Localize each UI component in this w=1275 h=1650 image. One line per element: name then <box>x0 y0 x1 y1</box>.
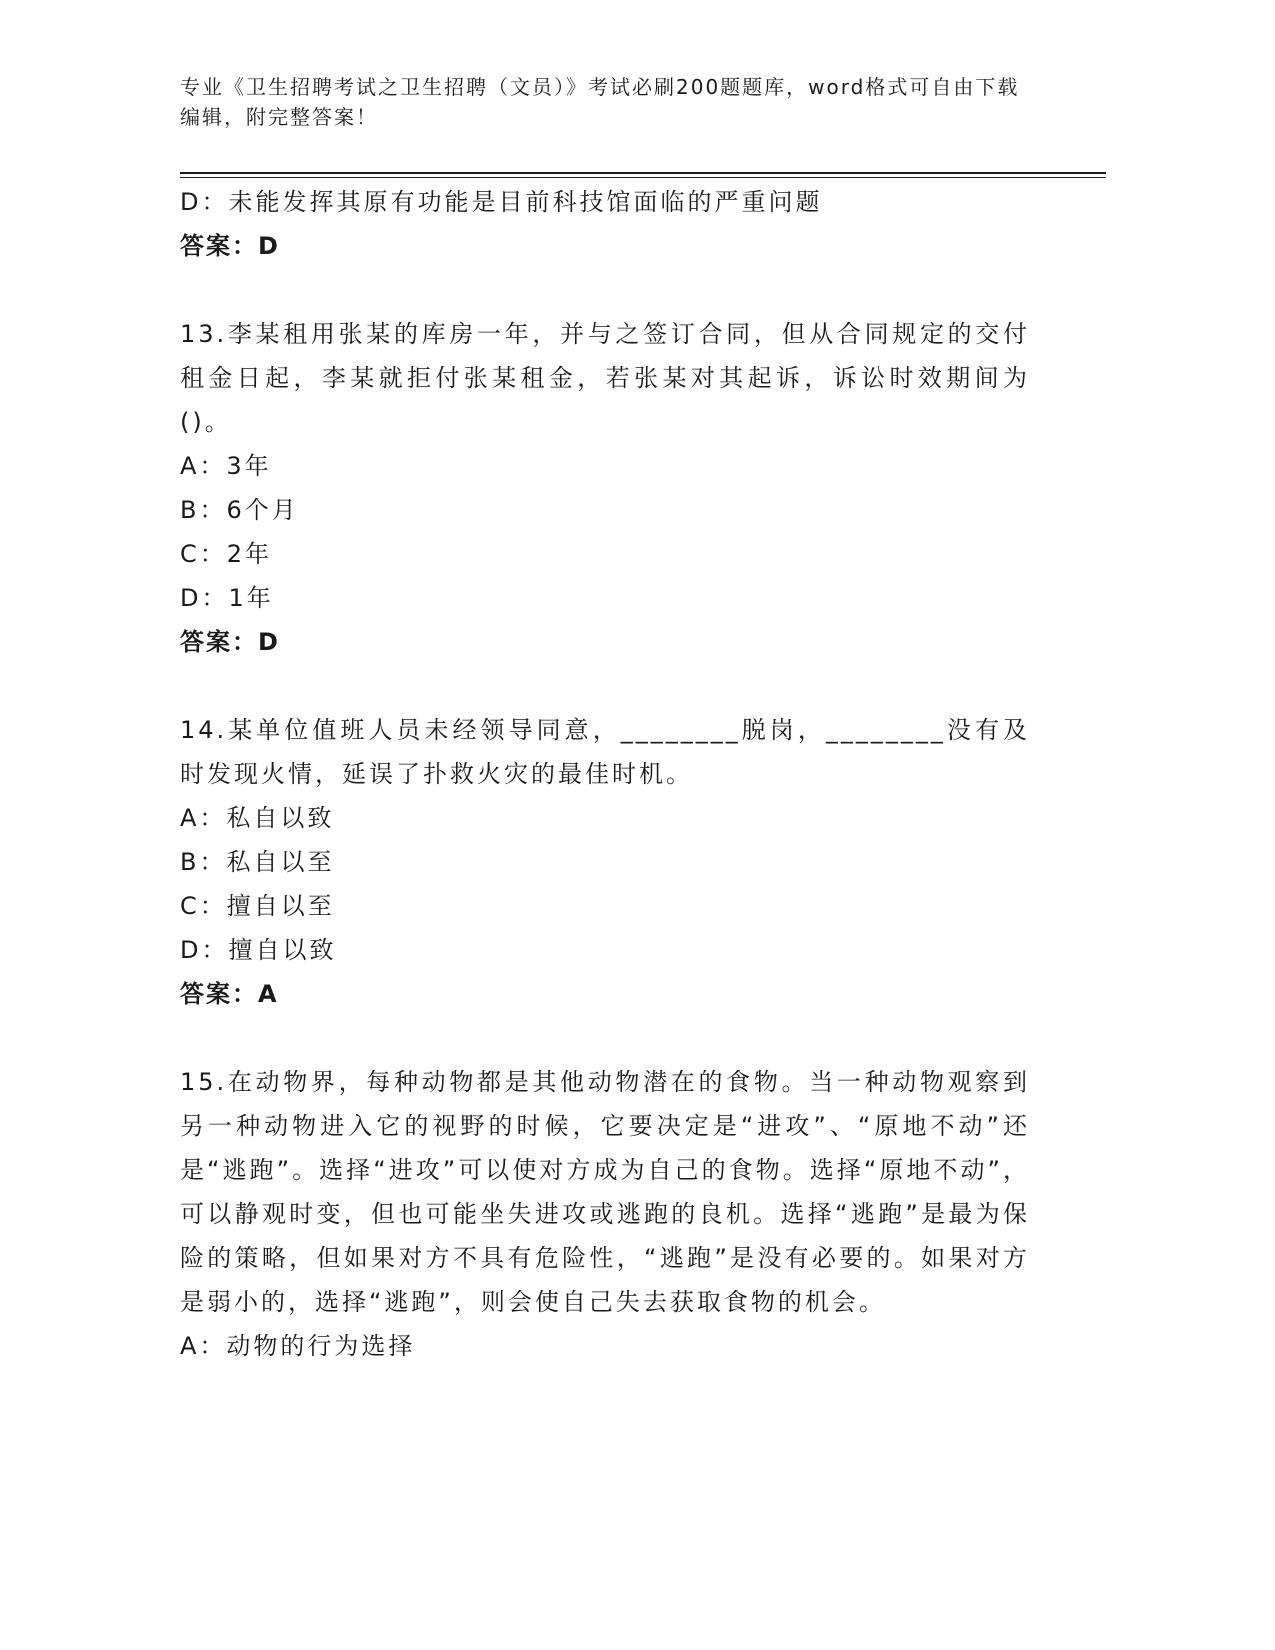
option-d: D：擅自以致 <box>180 936 337 964</box>
option-c: C：2年 <box>180 540 273 568</box>
option-b: B：私自以至 <box>180 848 335 876</box>
answer-line: 答案：A <box>180 980 279 1008</box>
option-d: D：1年 <box>180 584 274 612</box>
question-15 <box>180 1060 1030 1368</box>
option-b: B：6个月 <box>180 496 299 524</box>
answer-line: 答案：D <box>180 628 280 656</box>
option-c: C：擅自以至 <box>180 892 335 920</box>
question-text: 15.在动物界，每种动物都是其他动物潜在的食物。当一种动物观察到另一种动物进入它的视野的时候，它要决定是“进攻”、“原地不动”还是“逃跑”。选择“进攻”可以使对方成为自己的食物。选择“原地不动”，可以静观时变，但也可能坐失进攻或逃跑的良机。选择“逃跑”是最为保险的策略，但如果对方不具有危险性，“逃跑”是没有必要的。如果对方是弱小的，选择“逃跑”，则会使自己失去获取食物的机会。 <box>180 1068 1030 1316</box>
option-a: A：3年 <box>180 452 272 480</box>
question-text: 13.李某租用张某的库房一年，并与之签订合同，但从合同规定的交付租金日起，李某就拒付张某租金，若张某对其起诉，诉讼时效期间为()。 <box>180 320 1030 436</box>
question-14 <box>180 708 1030 1016</box>
header-divider-thick <box>180 172 1106 174</box>
option-d: D：未能发挥其原有功能是目前科技馆面临的严重问题 <box>180 188 823 216</box>
header-divider-thin <box>180 177 1106 178</box>
question-text: 14.某单位值班人员未经领导同意，________脱岗，________没有及时发现火情，延误了扑救火灾的最佳时机。 <box>180 716 1030 788</box>
option-a: A：私自以致 <box>180 804 335 832</box>
question-content <box>180 180 1030 1368</box>
answer-line: 答案：D <box>180 232 280 260</box>
option-a: A：动物的行为选择 <box>180 1332 416 1360</box>
document-header: 专业《卫生招聘考试之卫生招聘（文员）》考试必刷200题题库，word格式可自由下载编辑，附完整答案！ <box>180 75 1020 129</box>
question-13 <box>180 312 1030 664</box>
